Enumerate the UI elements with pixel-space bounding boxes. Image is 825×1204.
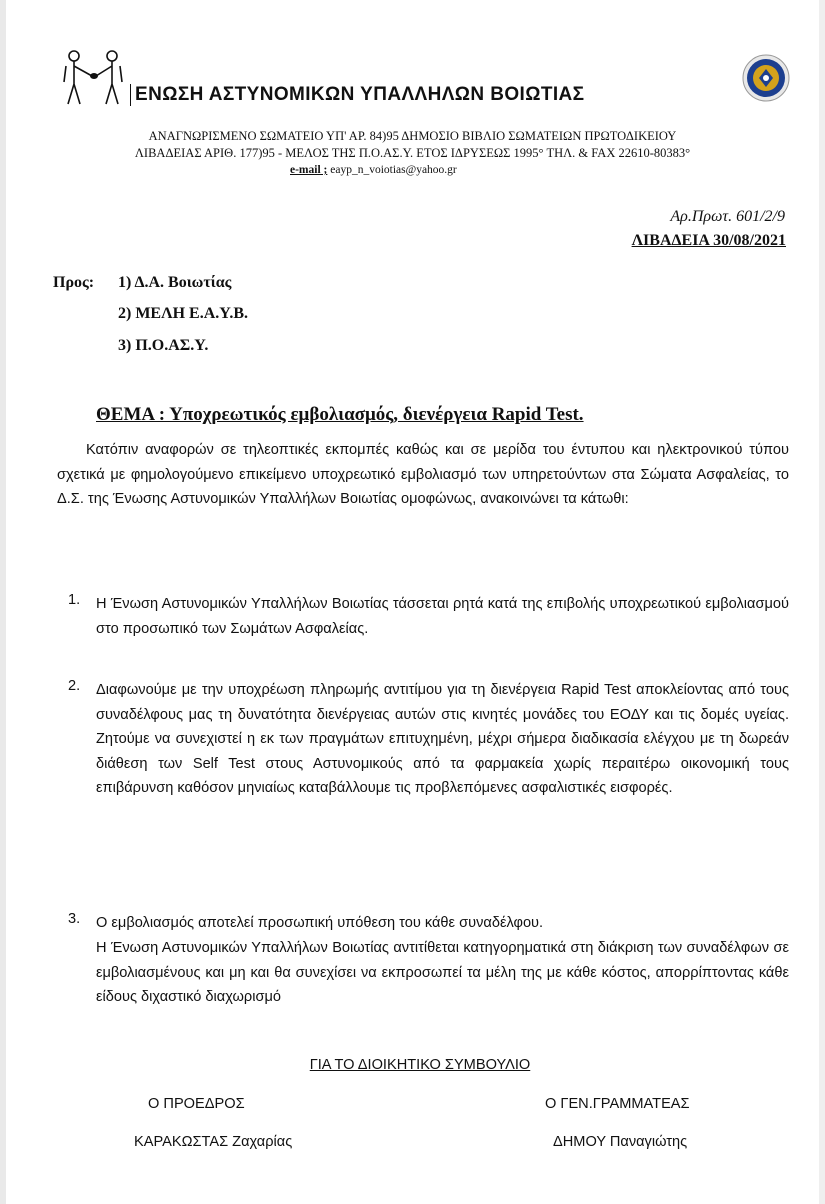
point-number: 2.	[68, 678, 81, 694]
president-name: ΚΑΡΑΚΩΣΤΑΣ Ζαχαρίας	[134, 1134, 293, 1150]
email-address: eayp_n_voiotias@yahoo.gr	[330, 164, 457, 176]
point-number: 1.	[68, 592, 81, 608]
handshake-figures-logo-icon	[60, 48, 130, 108]
intro-paragraph: Κατόπιν αναφορών σε τηλεοπτικές εκπομπές καθώς και σε μερίδα του έντυπου και ηλεκτρονικού τύπου σχετικά με φημολογούμενο επικείμενο υποχρεωτικό εμβολιασμό των υπηρετούντων στα Σώματα Ασφαλείας, το Δ.Σ. της Ένωσης Αστυνομικών Υπαλλήλων Βοιωτίας ομοφώνως, ανακοινώνει τα κάτωθι:	[57, 442, 789, 507]
secretary-name: ΔΗΜΟΥ Παναγιώτης	[553, 1134, 688, 1150]
scan-edge-right	[819, 0, 825, 1204]
police-union-emblem-icon	[742, 54, 790, 102]
info-line-1: ΑΝΑΓΝΩΡΙΣΜΕΝΟ ΣΩΜΑΤΕΙΟ ΥΠ' ΑΡ. 84)95 ΔΗΜΟΣΙΟ ΒΙΒΛΙΟ ΣΩΜΑΤΕΙΩΝ ΠΡΩΤΟΔΙΚΕΙΟΥ	[148, 129, 677, 143]
organization-title: ΕΝΩΣΗ ΑΣΤΥΝΟΜΙΚΩΝ ΥΠΑΛΛΗΛΩΝ ΒΟΙΩΤΙΑΣ	[130, 84, 735, 106]
point-text: Διαφωνούμε με την υποχρέωση πληρωμής αντιτίμου για τη διενέργεια Rapid Test αποκλείοντας από τους συναδέλφους μας τη δυνατότητα διενέργειας αυτών στις κινητές μονάδες του ΕΟΔΥ και τις δομές υγείας. Ζητούμε να συνεχιστεί η εκ των πραγμάτων επιτυχημένη, μέχρι σήμερα διαδικασία ελέγχου με τη δωρεάν διάθεση των Self Test στους Αστυνομικούς από τα φαρμακεία χωρίς περαιτέρω οικονομική τους επιβάρυνση καθόσον μηνιαίως καταβάλλουμε τις προβλεπόμενες ασφαλιστικές εισφορές.	[96, 682, 789, 796]
president-title: Ο ΠΡΟΕΔΡΟΣ	[148, 1096, 245, 1112]
point-text-continued: Η Ένωση Αστυνομικών Υπαλλήλων Βοιωτίας αντιτίθεται κατηγορηματικά στη διάκριση των συναδέλφων σε εμβολιασμένους και μη και θα συνεχίσει να εκπροσωπεί τα μέλη της με κάθε κόστος, απορρίπτοντας κάθε είδους διχαστικό διαχωρισμό	[96, 940, 789, 1005]
point-text: Ο εμβολιασμός αποτελεί προσωπική υπόθεση του κάθε συναδέλφου.	[96, 915, 544, 931]
recipients-label: Προς:	[53, 274, 95, 291]
recipient-item: 1) Δ.Α. Βοιωτίας	[118, 274, 232, 291]
email-label: e-mail ;	[290, 164, 328, 176]
point-number: 3.	[68, 911, 81, 927]
info-line-2: ΛΙΒΑΔΕΙΑΣ ΑΡΙΘ. 177)95 - ΜΕΛΟΣ ΤΗΣ Π.Ο.ΑΣ.Υ. ΕΤΟΣ ΙΔΡΥΣΕΩΣ 1995° ΤΗΛ. & FAX 22610-80383°	[134, 146, 691, 160]
organization-email-line	[290, 164, 550, 176]
board-heading: ΓΙΑ ΤΟ ΔΙΟΙΚΗΤΙΚΟ ΣΥΜΒΟΥΛΙΟ	[309, 1057, 531, 1073]
subject-heading: ΘΕΜΑ : Υποχρεωτικός εμβολιασμός, διενέργεια Rapid Test.	[96, 404, 584, 425]
recipient-item: 2) ΜΕΛΗ Ε.Α.Υ.Β.	[118, 305, 249, 322]
scan-edge-left	[0, 0, 6, 1204]
protocol-number: Αρ.Πρωτ. 601/2/9	[670, 208, 785, 225]
recipient-item: 3) Π.Ο.ΑΣ.Υ.	[118, 337, 209, 354]
place-date: ΛΙΒΑΔΕΙΑ 30/08/2021	[631, 232, 786, 249]
secretary-title: Ο ΓΕΝ.ΓΡΑΜΜΑΤΕΑΣ	[545, 1096, 690, 1112]
point-text: Η Ένωση Αστυνομικών Υπαλλήλων Βοιωτίας τάσσεται ρητά κατά της επιβολής υποχρεωτικού εμβολιασμού στο προσωπικό των Σωμάτων Ασφαλείας.	[96, 596, 789, 637]
organization-info	[30, 128, 795, 162]
